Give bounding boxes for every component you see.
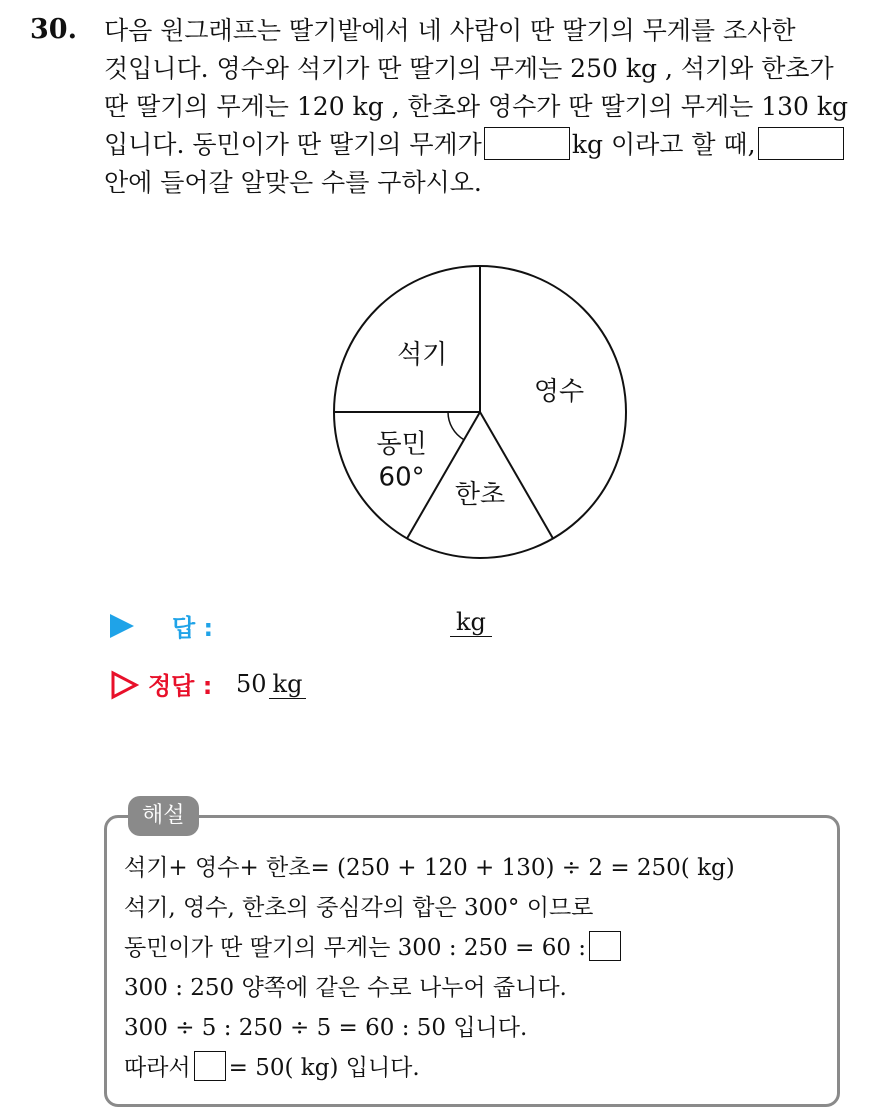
solution-line-6 bbox=[124, 1048, 824, 1088]
question-line-4-end: kg 이라고 할 때, bbox=[571, 130, 756, 159]
question-number: 30. bbox=[30, 14, 77, 45]
question-text bbox=[104, 12, 864, 202]
outline-arrow-icon bbox=[110, 670, 140, 700]
answer-row bbox=[110, 606, 610, 646]
solution-line-1: 석기+ 영수+ 한초= (250 + 120 + 130) ÷ 2 = 250( kg) bbox=[124, 855, 735, 881]
solution-line-3 bbox=[124, 928, 824, 968]
pie-chart-svg bbox=[330, 262, 630, 562]
correct-answer bbox=[236, 670, 306, 698]
pie-slice-label: 동민 bbox=[376, 429, 427, 460]
correct-answer-value: 50 bbox=[236, 670, 267, 698]
correct-answer-row bbox=[110, 666, 610, 706]
question-line-1: 다음 원그래프는 딸기밭에서 네 사람이 딴 딸기의 무게를 조사한 bbox=[104, 16, 796, 45]
answer-blank-box-2 bbox=[758, 127, 844, 160]
solution-line-6-end: = 50( kg) 입니다. bbox=[228, 1055, 420, 1081]
solution-line-6-start: 따라서 bbox=[124, 1055, 191, 1081]
correct-answer-label: 정답 : bbox=[148, 672, 213, 700]
pie-angle-label: 60° bbox=[378, 462, 425, 493]
solution-line-3-text: 동민이가 딴 딸기의 무게는 300 : 250 = 60 : bbox=[124, 935, 587, 961]
correct-answer-unit: kg bbox=[269, 670, 307, 699]
solution-line-5: 300 ÷ 5 : 250 ÷ 5 = 60 : 50 입니다. bbox=[124, 1015, 528, 1041]
question-line-5: 안에 들어갈 알맞은 수를 구하시오. bbox=[104, 168, 482, 197]
question-line-4 bbox=[104, 126, 864, 164]
question-line-3: 딴 딸기의 무게는 120 kg , 한초와 영수가 딴 딸기의 무게는 130 kg bbox=[104, 92, 849, 121]
pie-slice-label: 한초 bbox=[454, 479, 506, 510]
pie-chart bbox=[330, 262, 630, 562]
solution-line-4: 300 : 250 양쪽에 같은 수로 나누어 줍니다. bbox=[124, 975, 567, 1001]
solution-blank-box-2 bbox=[194, 1051, 226, 1081]
arrow-right-icon bbox=[110, 614, 134, 638]
solution-tag: 해설 bbox=[128, 796, 199, 836]
answer-unit: kg bbox=[450, 608, 492, 637]
pie-slice-label: 영수 bbox=[533, 376, 585, 407]
pie-angle-arc bbox=[448, 412, 464, 440]
solution-line-2: 석기, 영수, 한초의 중심각의 합은 300° 이므로 bbox=[124, 895, 594, 921]
solution-blank-box bbox=[589, 931, 621, 961]
answer-label: 답 : bbox=[172, 614, 214, 642]
question-line-4-start: 입니다. 동민이가 딴 딸기의 무게가 bbox=[104, 130, 482, 159]
pie-slice-boundary bbox=[480, 412, 553, 538]
question-line-2: 것입니다. 영수와 석기가 딴 딸기의 무게는 250 kg , 석기와 한초가 bbox=[104, 54, 834, 83]
answer-blank-box bbox=[484, 127, 570, 160]
pie-slice-label: 석기 bbox=[397, 340, 448, 371]
solution-text bbox=[124, 848, 824, 1088]
